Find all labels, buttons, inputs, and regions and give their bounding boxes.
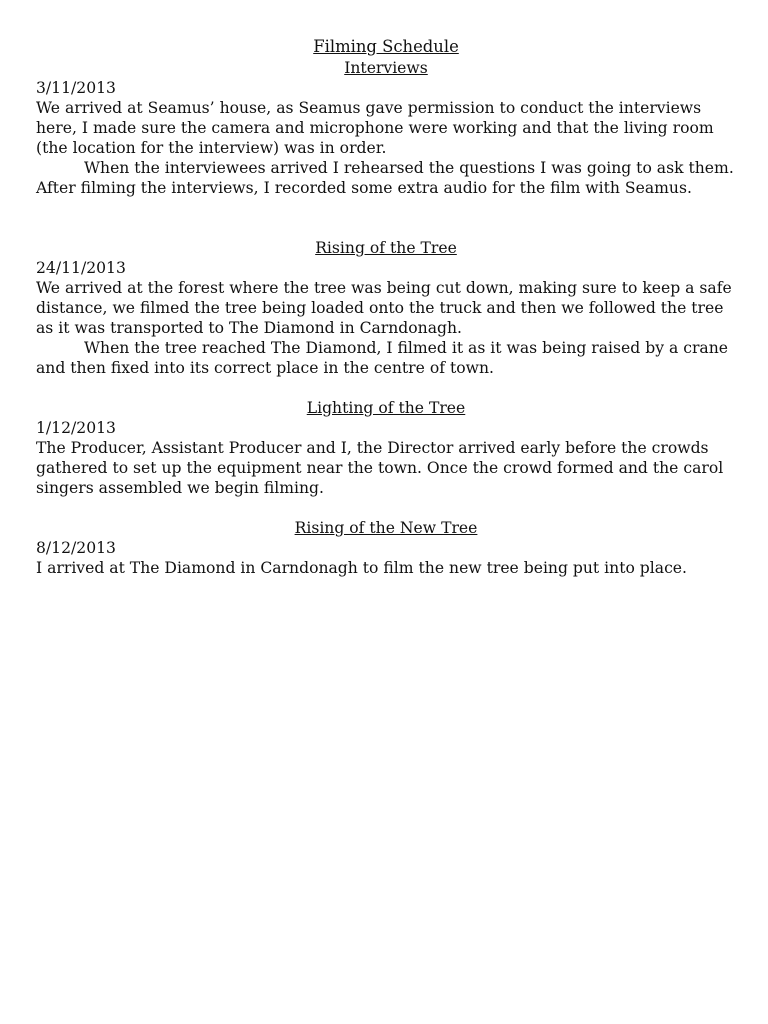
section-paragraph: The Producer, Assistant Producer and I, the Director arrived early before the crowds gathered to set up the equipment near the town. Once the crowd formed and the carol singers assembled we begin filming. [36,439,724,497]
section-rising-of-the-new-tree [36,518,736,578]
section-spacer [36,198,736,238]
section-heading: Interviews [344,59,428,77]
document-page [36,36,736,578]
section-paragraph: We arrived at the forest where the tree was being cut down, making sure to keep a safe distance, we filmed the tree being loaded onto the truck and then we followed the tree as it was transported to The Diamond in Carndonagh. [36,279,732,337]
section-date: 8/12/2013 [36,539,116,557]
section-date: 3/11/2013 [36,79,116,97]
section-date: 24/11/2013 [36,259,126,277]
section-rising-of-the-tree [36,238,736,378]
section-paragraph: We arrived at Seamus’ house, as Seamus gave permission to conduct the interviews here, I made sure the camera and microphone were working and that the living room (the location for the interview) was in order. [36,99,714,157]
document-title: Filming Schedule [313,37,459,56]
section-lighting-of-the-tree [36,398,736,498]
section-interviews [36,58,736,198]
section-heading: Rising of the New Tree [294,519,478,537]
section-paragraph: I arrived at The Diamond in Carndonagh to film the new tree being put into place. [36,559,687,577]
section-paragraph: When the tree reached The Diamond, I filmed it as it was being raised by a crane and then fixed into its correct place in the centre of town. [36,339,728,377]
section-spacer [36,498,736,518]
section-paragraph: When the interviewees arrived I rehearsed the questions I was going to ask them. After filming the interviews, I recorded some extra audio for the film with Seamus. [36,159,734,197]
section-heading: Rising of the Tree [315,239,457,257]
section-date: 1/12/2013 [36,419,116,437]
section-heading: Lighting of the Tree [306,399,466,417]
section-spacer [36,378,736,398]
